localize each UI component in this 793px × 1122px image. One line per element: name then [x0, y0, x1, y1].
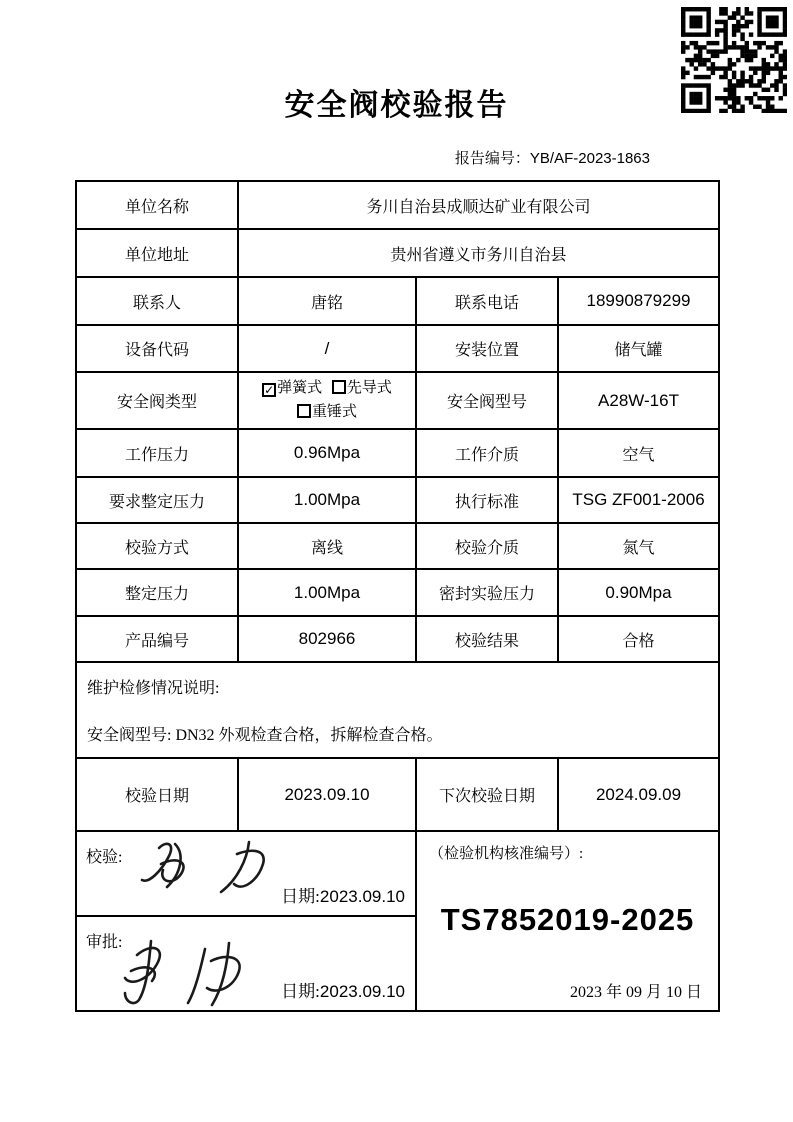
option-spring — [262, 380, 322, 396]
valve-type-options — [238, 372, 416, 429]
org-approval-date: 2023 年 09 月 10 日 — [570, 984, 703, 1001]
row-work-pressure — [76, 429, 719, 477]
option-pilot-label: 先导式 — [346, 380, 392, 397]
product-no-label: 产品编号 — [76, 616, 238, 662]
result-value: 合格 — [558, 616, 719, 662]
checkbox-pilot-icon — [332, 380, 346, 394]
work-pressure-label: 工作压力 — [76, 429, 238, 477]
result-label: 校验结果 — [416, 616, 558, 662]
verify-date: 日期:2023.09.10 — [281, 887, 405, 906]
unit-name-label: 单位名称 — [76, 181, 238, 229]
valve-type-line2 — [239, 401, 415, 424]
work-medium-value: 空气 — [558, 429, 719, 477]
page-title: 安全阀校验报告 — [284, 89, 509, 122]
valve-type-label: 安全阀类型 — [76, 372, 238, 429]
row-product-no — [76, 616, 719, 662]
work-medium-label: 工作介质 — [416, 429, 558, 477]
phone-value: 18990879299 — [558, 277, 719, 325]
report-number-label: 报告编号： — [454, 151, 530, 167]
org-approval-code: TS7852019-2025 — [440, 902, 695, 937]
standard-value: TSG ZF001-2006 — [558, 477, 719, 523]
row-unit-name — [76, 181, 719, 229]
report-number-value: YB/AF-2023-1863 — [529, 150, 650, 167]
option-weight-label: 重锤式 — [311, 403, 357, 420]
seal-test-pressure-value: 0.90Mpa — [558, 569, 719, 616]
row-req-set-pressure — [76, 477, 719, 523]
calib-medium-value: 氮气 — [558, 523, 719, 569]
calib-date-value: 2023.09.10 — [238, 758, 416, 831]
approve-date: 日期:2023.09.10 — [281, 982, 405, 1001]
row-maintenance — [76, 662, 719, 758]
unit-addr-value: 贵州省遵义市务川自治县 — [238, 229, 719, 277]
standard-label: 执行标准 — [416, 477, 558, 523]
valve-type-line1 — [239, 377, 415, 400]
phone-label: 联系电话 — [416, 277, 558, 325]
contact-value: 唐铭 — [238, 277, 416, 325]
req-set-pressure-value: 1.00Mpa — [238, 477, 416, 523]
row-contact — [76, 277, 719, 325]
approve-label: 审批: — [86, 934, 123, 951]
unit-addr-label: 单位地址 — [76, 229, 238, 277]
device-code-value: / — [238, 325, 416, 372]
maintenance-title: 维护检修情况说明: — [87, 680, 220, 697]
org-approval-label: （检验机构核准编号）: — [429, 846, 584, 862]
install-pos-label: 安装位置 — [416, 325, 558, 372]
seal-test-pressure-label: 密封实验压力 — [416, 569, 558, 616]
row-dates — [76, 758, 719, 831]
report-table — [75, 180, 720, 1012]
verify-label: 校验: — [86, 849, 123, 866]
row-device-code — [76, 325, 719, 372]
verify-signature-cell — [76, 831, 416, 916]
option-spring-label: 弹簧式 — [277, 380, 323, 397]
checkbox-weight-icon — [297, 404, 311, 418]
row-set-pressure — [76, 569, 719, 616]
device-code-label: 设备代码 — [76, 325, 238, 372]
option-weight — [297, 404, 357, 420]
calib-date-label: 校验日期 — [76, 758, 238, 831]
work-pressure-value: 0.96Mpa — [238, 429, 416, 477]
install-pos-value: 储气罐 — [558, 325, 719, 372]
set-pressure-label: 整定压力 — [76, 569, 238, 616]
qr-code — [681, 7, 787, 113]
valve-model-value: A28W-16T — [558, 372, 719, 429]
row-unit-addr — [76, 229, 719, 277]
maintenance-detail: 安全阀型号: DN32 外观检查合格，拆解检查合格。 — [87, 727, 443, 744]
set-pressure-value: 1.00Mpa — [238, 569, 416, 616]
checkbox-spring-checked-icon: ✓ — [264, 383, 275, 398]
calib-method-label: 校验方式 — [76, 523, 238, 569]
calib-method-value: 离线 — [238, 523, 416, 569]
req-set-pressure-label: 要求整定压力 — [76, 477, 238, 523]
product-no-value: 802966 — [238, 616, 416, 662]
row-valve-type — [76, 372, 719, 429]
row-verify-signature — [76, 831, 719, 916]
calib-medium-label: 校验介质 — [416, 523, 558, 569]
next-date-value: 2024.09.09 — [558, 758, 719, 831]
row-calib-method — [76, 523, 719, 569]
unit-name-value: 务川自治县成顺达矿业有限公司 — [238, 181, 719, 229]
valve-model-label: 安全阀型号 — [416, 372, 558, 429]
approve-signature-cell — [76, 916, 416, 1011]
next-date-label: 下次校验日期 — [416, 758, 558, 831]
maintenance-cell — [76, 662, 719, 758]
contact-label: 联系人 — [76, 277, 238, 325]
approve-signature-handwriting — [105, 935, 295, 1011]
org-approval-cell — [416, 831, 719, 1011]
report-number — [455, 147, 650, 168]
option-pilot — [332, 380, 392, 396]
